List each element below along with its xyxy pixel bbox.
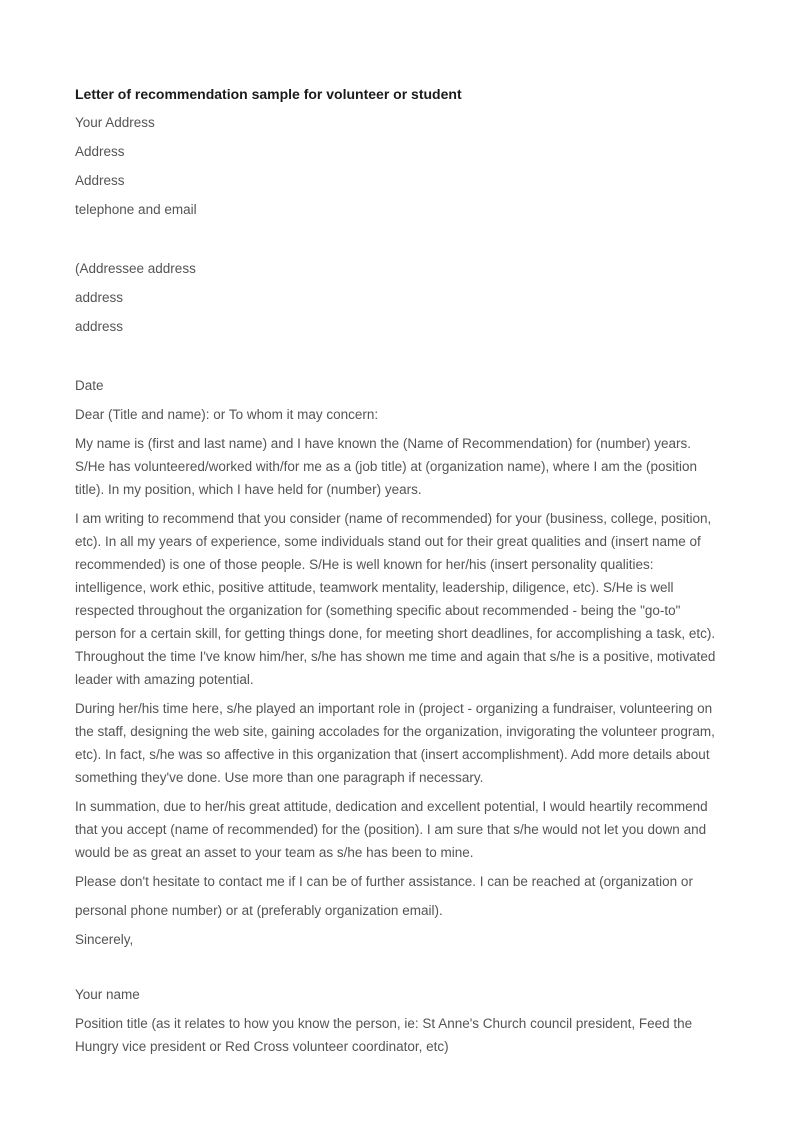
sender-address-line-2: Address — [75, 144, 125, 159]
body-paragraph-3: During her/his time here, s/he played an important role in (project - organizing a fundraiser, volunteering on the staff, designing the web site, gaining accolades for the organization, invigorating the volunteer program, etc). In fact, s/he was so affective in this organization that (insert accomplishment). Add more details about something they've done. Use more than one paragraph if necessary. — [75, 701, 715, 785]
sender-address-line-3: Address — [75, 173, 125, 188]
signature-name: Your name — [75, 987, 140, 1002]
salutation-line: Dear (Title and name): or To whom it may concern: — [75, 407, 379, 422]
letter-title: Letter of recommendation sample for volunteer or student — [75, 86, 462, 102]
letter-content — [75, 84, 723, 1064]
contact-line-1: Please don't hesitate to contact me if I can be of further assistance. I can be reached at (organization or — [75, 874, 693, 889]
body-paragraph-2: I am writing to recommend that you consider (name of recommended) for your (business, college, position, etc). In all my years of experience, some individuals stand out for their great qualities and (insert name of recommended) is one of those people. S/He is well known for her/his (insert personality qualities: intelligence, work ethic, positive attitude, teamwork mentality, leadership, diligence, etc). S/He is well respected throughout the organization for (something specific about recommended - being the "go-to" person for a certain skill, for getting things done, for meeting short deadlines, for accomplishing a task, etc). Throughout the time I've know him/her, s/he has shown me time and again that s/he is a positive, motivated leader with amazing potential. — [75, 511, 716, 687]
addressee-line-1: (Addressee address — [75, 261, 196, 276]
addressee-line-2: address — [75, 290, 124, 305]
closing-line: Sincerely, — [75, 932, 134, 947]
signature-position: Position title (as it relates to how you know the person, ie: St Anne's Church council president, Feed the Hungry vice president or Red Cross volunteer coordinator, etc) — [75, 1016, 693, 1054]
blank-line — [75, 344, 723, 374]
date-line: Date — [75, 378, 104, 393]
body-paragraph-4: In summation, due to her/his great attitude, dedication and excellent potential, I would heartily recommend that you accept (name of recommended) for the (position). I am sure that s/he would not let you down and would be as great an asset to your team as s/he has been to mine. — [75, 799, 708, 860]
blank-line — [75, 227, 723, 257]
contact-line-2: personal phone number) or at (preferably organization email). — [75, 903, 443, 918]
sender-contact-line: telephone and email — [75, 202, 197, 217]
sender-address-line-1: Your Address — [75, 115, 155, 130]
body-paragraph-1: My name is (first and last name) and I have known the (Name of Recommendation) for (number) years. S/He has volunteered/worked with/for me as a (job title) at (organization name), where I am the (position title). In my position, which I have held for (number) years. — [75, 436, 698, 497]
addressee-line-3: address — [75, 319, 124, 334]
blank-line — [75, 957, 723, 983]
